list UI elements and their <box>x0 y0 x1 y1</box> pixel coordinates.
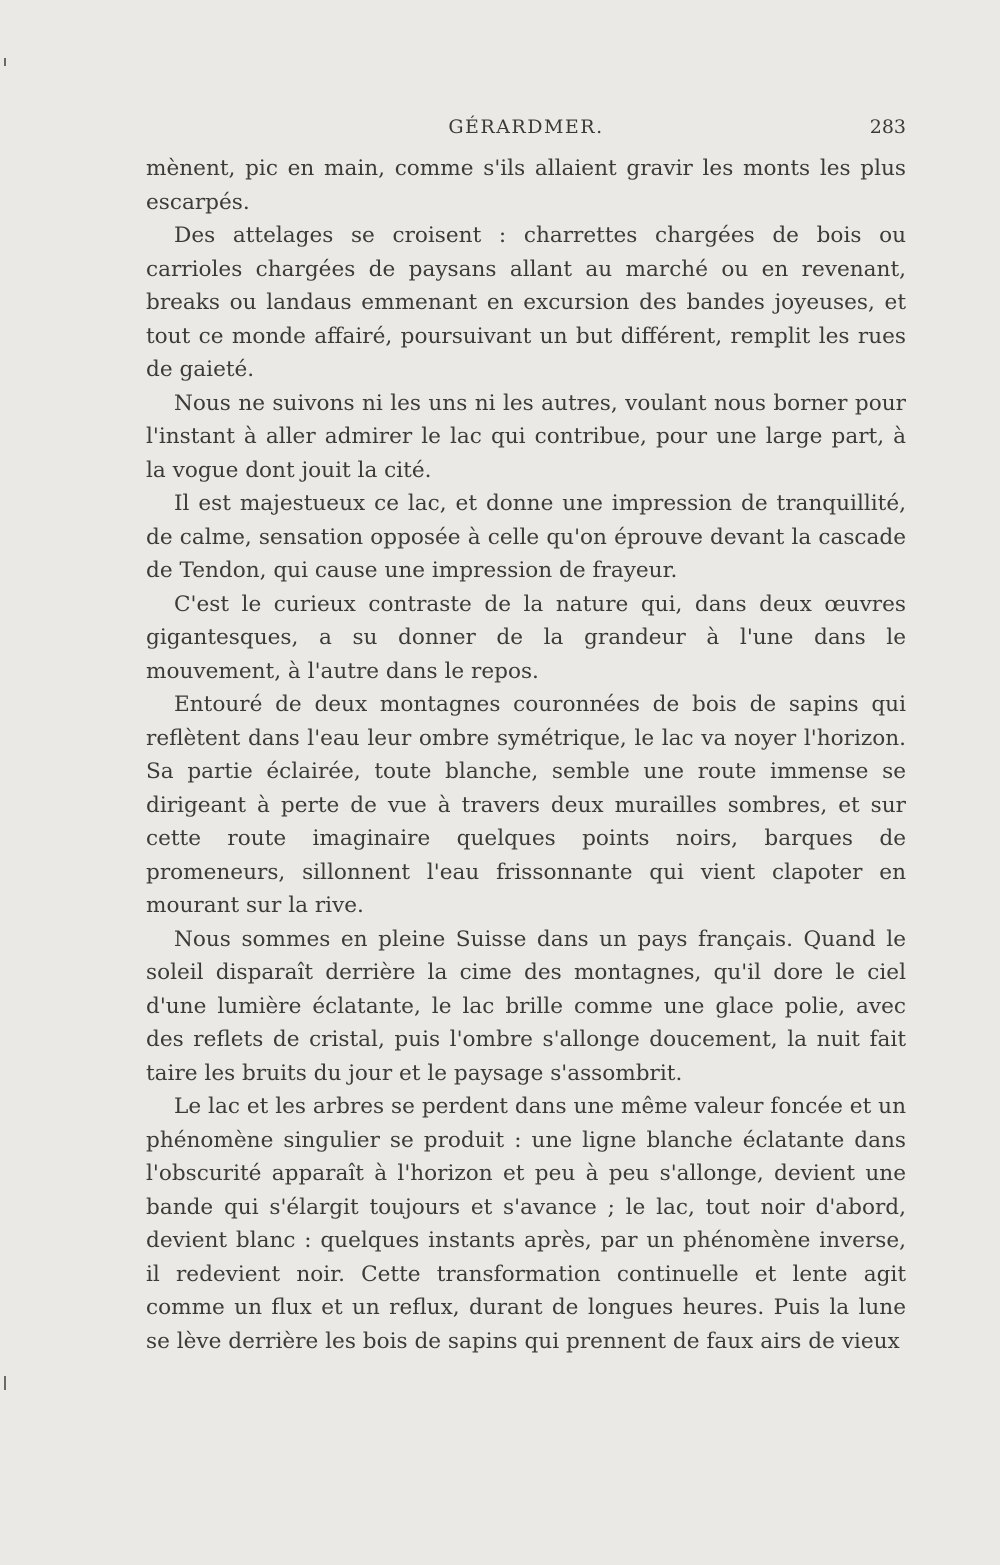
margin-mark-top <box>4 58 6 66</box>
body-text <box>146 152 906 1358</box>
paragraph-6: Entouré de deux montagnes couronnées de bois de sapins qui reflètent dans l'eau leur ombre symétrique, le lac va noyer l'horizon. Sa partie éclairée, toute blanche, semble une route immense se dirigeant à perte de vue à travers deux murailles sombres, et sur cette route imaginaire quelques points noirs, barques de promeneurs, sillonnent l'eau frissonnante qui vient clapoter en mourant sur la rive. <box>146 692 906 918</box>
paragraph-8: Le lac et les arbres se perdent dans une même valeur foncée et un phénomène singulier se produit : une ligne blanche éclatante dans l'obscurité apparaît à l'horizon et peu à peu s'allonge, devient une bande qui s'élargit toujours et s'avance ; le lac, tout noir d'abord, devient blanc : quelques instants après, par un phénomène inverse, il redevient noir. Cette transformation continuelle et lente agit comme un flux et un reflux, durant de longues heures. Puis la lune se lève derrière les bois de sapins qui prennent de faux airs de vieux <box>146 1094 906 1354</box>
paragraph-1: mènent, pic en main, comme s'ils allaient gravir les monts les plus escarpés. <box>146 156 906 215</box>
paragraph-4: Il est majestueux ce lac, et donne une impression de tranquillité, de calme, sensation opposée à celle qu'on éprouve devant la cascade de Tendon, qui cause une impression de frayeur. <box>146 491 906 583</box>
paragraph-5: C'est le curieux contraste de la nature qui, dans deux œuvres gigantesques, a su donner de la grandeur à l'une dans le mouvement, à l'autre dans le repos. <box>146 591 906 684</box>
paragraph-3: Nous ne suivons ni les uns ni les autres, voulant nous borner pour l'instant à aller admirer le lac qui contribue, pour une large part, à la vogue dont jouit la cité. <box>146 390 906 483</box>
page-number: 283 <box>869 116 906 138</box>
paragraph-2: Des attelages se croisent : charrettes chargées de bois ou carrioles chargées de paysans allant au marché ou en revenant, breaks ou landaus emmenant en excursion des bandes joyeuses, et tout ce monde affairé, poursuivant un but différent, remplit les rues de gaieté. <box>146 223 906 382</box>
margin-mark-bottom <box>4 1376 6 1390</box>
running-head: GÉRARDMER. <box>448 116 604 138</box>
paragraph-7: Nous sommes en pleine Suisse dans un pays français. Quand le soleil disparaît derrière la cime des montagnes, qu'il dore le ciel d'une lumière éclatante, le lac brille comme une glace polie, avec des reflets de cristal, puis l'ombre s'allonge doucement, la nuit fait taire les bruits du jour et le paysage s'assombrit. <box>146 926 906 1086</box>
page-header <box>146 112 906 142</box>
